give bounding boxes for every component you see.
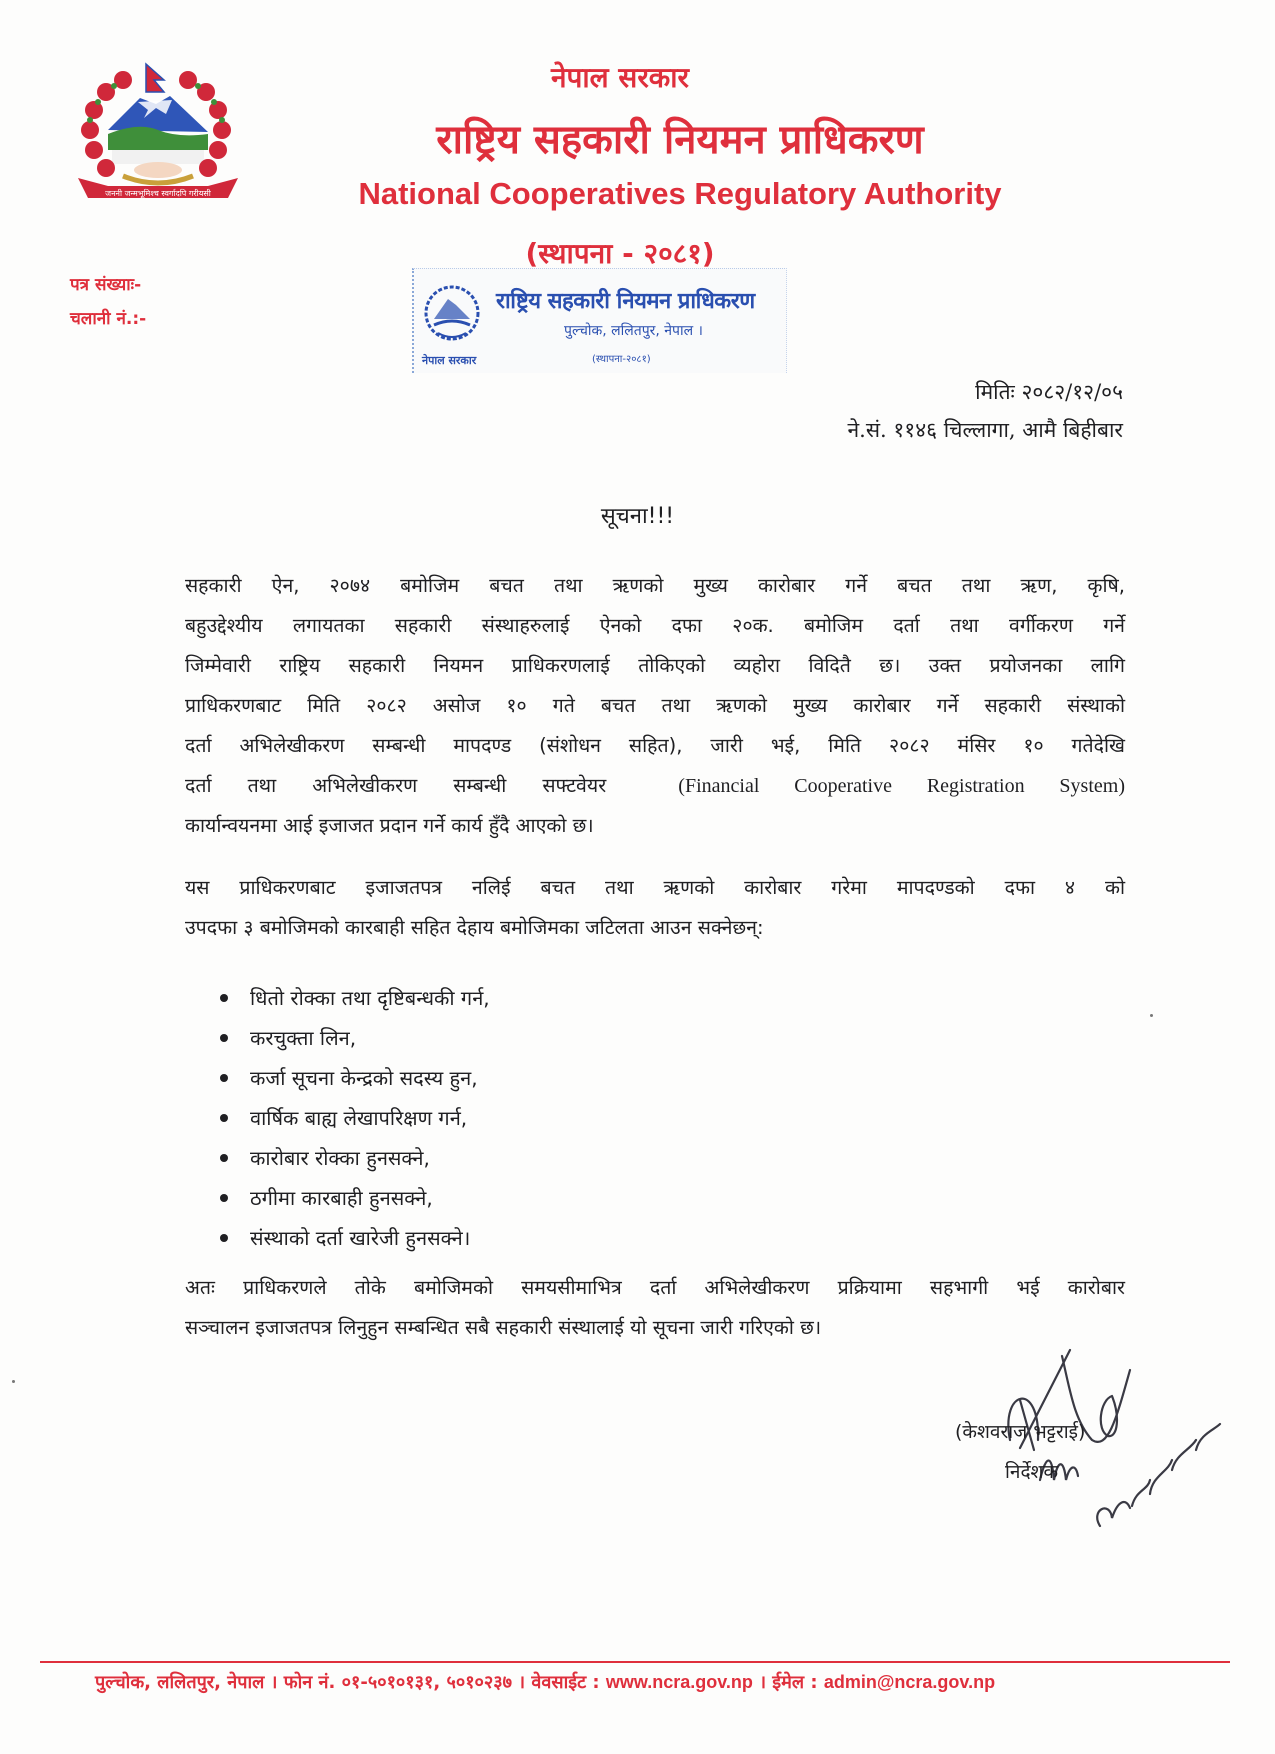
list-item-text: कर्जा सूचना केन्द्रको सदस्य हुन, bbox=[250, 1066, 478, 1090]
nepal-emblem-icon bbox=[68, 58, 248, 208]
date-nepal-sambat: ने.सं. ११४६ चिल्लागा, आमै बिहीबार bbox=[847, 418, 1123, 442]
paragraph-line: उपदफा ३ बमोजिमको कारबाही सहित देहाय बमोजिमका जटिलता आउन सक्नेछन्: bbox=[185, 916, 764, 939]
bullet-icon bbox=[220, 1114, 228, 1122]
list-item bbox=[220, 1178, 490, 1218]
scan-speck bbox=[12, 1380, 15, 1383]
list-item bbox=[220, 1138, 490, 1178]
separator: । bbox=[759, 1672, 767, 1693]
paragraph-line: जिम्मेवारी राष्ट्रिय सहकारी नियमन प्राधिकरणलाई तोकिएको व्यहोरा विदितै छ। उक्त प्रयोजनका लागि bbox=[185, 654, 1125, 677]
bullet-icon bbox=[220, 1074, 228, 1082]
dispatch-number-label: चलानी नं.:- bbox=[70, 309, 147, 329]
date-bs: मितिः २०८२/१२/०५ bbox=[975, 380, 1123, 404]
bullet-icon bbox=[220, 1234, 228, 1242]
paragraph-line: सहकारी ऐन, २०७४ बमोजिम बचत तथा ऋणको मुख्य कारोबार गर्ने बचत तथा ऋण, कृषि, bbox=[185, 574, 1125, 597]
list-item bbox=[220, 1218, 490, 1258]
footer-email-link[interactable]: admin@ncra.gov.np bbox=[823, 1672, 996, 1692]
bullet-icon bbox=[220, 994, 228, 1002]
notice-paragraph-1 bbox=[185, 566, 1125, 846]
paragraph-line: अतः प्राधिकरणले तोके बमोजिमको समयसीमाभित्र दर्ता अभिलेखीकरण प्रक्रियामा सहभागी भई कारोबार bbox=[185, 1276, 1125, 1299]
list-item-text: ठगीमा कारबाही हुनसक्ने, bbox=[250, 1186, 433, 1210]
stamp-title: राष्ट्रिय सहकारी नियमन प्राधिकरण bbox=[496, 289, 755, 314]
letter-number-label: पत्र संख्याः- bbox=[70, 275, 142, 295]
paragraph-text: दर्ता तथा अभिलेखीकरण सम्बन्धी सफ्टवेयर bbox=[185, 774, 607, 797]
bullet-icon bbox=[220, 1194, 228, 1202]
paragraph-line: प्राधिकरणबाट मिति २०८२ असोज १० गते बचत तथा ऋणको मुख्य कारोबार गर्ने सहकारी संस्थाको bbox=[185, 694, 1125, 717]
list-item-text: धितो रोक्का तथा दृष्टिबन्धकी गर्न, bbox=[250, 986, 490, 1010]
paragraph-line: बहुउद्देश्यीय लगायतका सहकारी संस्थाहरुलाई ऐनको दफा २०क. बमोजिम दर्ता तथा वर्गीकरण गर्ने bbox=[185, 614, 1125, 637]
notice-paragraph-2 bbox=[185, 868, 1125, 948]
stamp-established: (स्थापना-२०८१) bbox=[592, 354, 651, 365]
signatory-designation: निर्देशक bbox=[1005, 1461, 1059, 1483]
consequences-list bbox=[220, 978, 490, 1258]
list-item-text: संस्थाको दर्ता खारेजी हुनसक्ने। bbox=[250, 1226, 471, 1250]
list-item bbox=[220, 1098, 490, 1138]
bullet-icon bbox=[220, 1034, 228, 1042]
paragraph-line: दर्ता अभिलेखीकरण सम्बन्धी मापदण्ड (संशोधन सहित), जारी भई, मिति २०८२ मंसिर १० गतेदेखि bbox=[185, 734, 1125, 757]
footer-phone-label: फोन नं. bbox=[283, 1672, 336, 1693]
bullet-icon bbox=[220, 1154, 228, 1162]
footer-divider bbox=[40, 1661, 1230, 1663]
svg-text:जननी जन्मभूमिश्च स्वर्गादपि गर: जननी जन्मभूमिश्च स्वर्गादपि गरीयसी bbox=[105, 189, 211, 198]
list-item bbox=[220, 1058, 490, 1098]
signatory-name: (केशवराज भट्टराई) bbox=[955, 1421, 1086, 1443]
footer-phone: ०१-५०१०१३१, ५०१०२३७ bbox=[341, 1672, 512, 1693]
footer-email-label: ईमेल bbox=[772, 1672, 805, 1693]
list-item-text: करचुक्ता लिन, bbox=[250, 1026, 357, 1050]
notice-title: सूचना!!! bbox=[600, 504, 675, 529]
stamp-government: नेपाल सरकार bbox=[422, 354, 477, 367]
paragraph-line: यस प्राधिकरणबाट इजाजतपत्र नलिई बचत तथा ऋणको कारोबार गरेमा मापदण्डको दफा ४ को bbox=[185, 876, 1125, 899]
footer-address: पुल्चोक, ललितपुर, नेपाल bbox=[95, 1672, 265, 1693]
scan-speck bbox=[1150, 1014, 1153, 1017]
list-item bbox=[220, 978, 490, 1018]
stamp-address: पुल्चोक, ललितपुर, नेपाल । bbox=[564, 323, 703, 339]
software-name: (Financial Cooperative Registration System) bbox=[678, 775, 1125, 797]
separator: । bbox=[270, 1672, 278, 1693]
office-stamp bbox=[412, 268, 787, 373]
paragraph-line: सञ्चालन इजाजतपत्र लिनुहुन सम्बन्धित सबै सहकारी संस्थालाई यो सूचना जारी गरिएको छ। bbox=[185, 1316, 822, 1339]
paragraph-line: कार्यान्वयनमा आई इजाजत प्रदान गर्ने कार्य हुँदै आएको छ। bbox=[185, 814, 594, 837]
separator: । bbox=[518, 1672, 526, 1693]
footer-website-link[interactable]: www.ncra.gov.np bbox=[605, 1672, 753, 1692]
footer-website-label: वेवसाईट bbox=[531, 1672, 587, 1693]
notice-paragraph-3 bbox=[185, 1268, 1125, 1348]
list-item-text: कारोबार रोक्का हुनसक्ने, bbox=[250, 1146, 430, 1170]
authority-name-nepali: राष्ट्रिय सहकारी नियमन प्राधिकरण bbox=[436, 117, 924, 163]
list-item bbox=[220, 1018, 490, 1058]
paragraph-line-with-software bbox=[185, 766, 1125, 806]
established-year: (स्थापना - २०८१) bbox=[525, 237, 715, 270]
list-item-text: वार्षिक बाह्य लेखापरिक्षण गर्न, bbox=[250, 1106, 468, 1130]
government-heading: नेपाल सरकार bbox=[550, 61, 690, 94]
stamp-emblem-icon bbox=[422, 283, 482, 349]
authority-name-english: National Cooperatives Regulatory Authority bbox=[358, 176, 1002, 211]
footer-contact: पुल्चोक, ललितपुर, नेपाल । फोन नं. ०१-५०१०१३१, ५०१०२३७ । वेवसाईट : www.ncra.gov.np । ईमेल : admin@ncra.gov.np bbox=[95, 1672, 996, 1693]
